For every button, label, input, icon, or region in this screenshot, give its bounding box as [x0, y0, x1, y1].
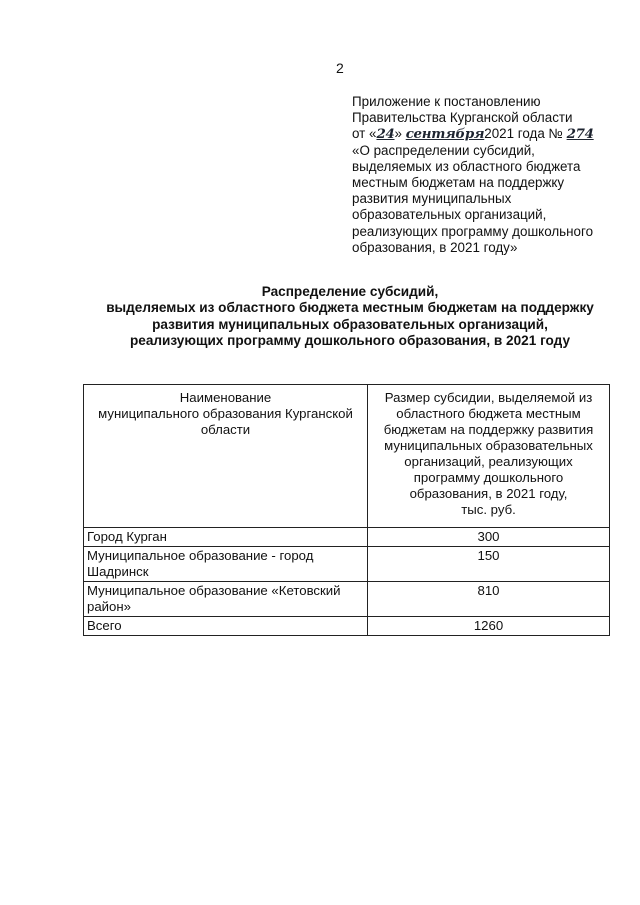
- subsidy-amount-cell: 810: [368, 582, 610, 617]
- header-amount-line: программу дошкольного: [413, 470, 564, 485]
- appendix-line: образования, в 2021 году»: [352, 239, 518, 255]
- date-year-text: 2021 года №: [484, 126, 563, 142]
- handwritten-month: сентября: [405, 126, 485, 143]
- total-amount-cell: 1260: [368, 617, 610, 636]
- municipality-name: Шадринск: [87, 564, 149, 579]
- header-name-line: муниципального образования Курганской: [98, 406, 353, 421]
- municipality-name: район»: [87, 599, 131, 614]
- appendix-line: Правительства Курганской области: [352, 110, 573, 126]
- header-amount-line: Размер субсидии, выделяемой из: [384, 390, 593, 405]
- appendix-line: «О распределении субсидий,: [352, 142, 535, 158]
- title-line: реализующих программу дошкольного образования, в 2021 году: [129, 333, 571, 349]
- title-line: Распределение субсидий,: [261, 284, 439, 299]
- subsidy-amount-cell: 150: [368, 547, 610, 582]
- appendix-line: развития муниципальных: [352, 191, 512, 207]
- subsidy-amount-cell: 300: [368, 528, 610, 547]
- handwritten-day: 24: [376, 126, 395, 143]
- municipality-name-cell: [84, 528, 368, 547]
- handwritten-doc-number: 274: [566, 126, 594, 143]
- total-label-cell: [84, 617, 368, 636]
- appendix-line: реализующих программу дошкольного: [352, 223, 594, 239]
- header-amount-line: образования, в 2021 году,: [409, 486, 568, 501]
- header-name-cell: [84, 385, 368, 528]
- title-line: развития муниципальных образовательных организаций,: [152, 316, 548, 332]
- appendix-line: Приложение к постановлению: [352, 94, 541, 109]
- page-number: 2: [336, 60, 344, 76]
- header-name-line: Наименование: [179, 390, 272, 405]
- table-header-row: [84, 385, 610, 528]
- header-amount-cell: [368, 385, 610, 528]
- appendix-date-line: [352, 126, 624, 142]
- municipality-name: Муниципальное образование «Кетовский: [87, 583, 341, 598]
- table-total-row: [84, 617, 610, 636]
- table-row: [84, 528, 610, 547]
- header-amount-line: тыс. руб.: [461, 502, 516, 517]
- document-title: [70, 284, 630, 350]
- header-amount-line: муниципальных образовательных: [384, 438, 593, 453]
- header-name-line: области: [200, 422, 251, 437]
- header-amount-line: организаций, реализующих: [404, 454, 573, 469]
- appendix-line: образовательных организаций,: [352, 207, 547, 223]
- header-amount-line: областного бюджета местным: [396, 406, 581, 421]
- subsidy-table: [83, 384, 610, 636]
- municipality-name: Город Курган: [87, 529, 167, 544]
- date-separator: »: [394, 126, 402, 142]
- municipality-name-cell: [84, 582, 368, 617]
- appendix-line: выделяемых из областного бюджета: [352, 158, 581, 174]
- table-row: [84, 547, 610, 582]
- date-prefix: от «: [352, 126, 377, 142]
- header-amount-line: бюджетам на поддержку развития: [383, 422, 594, 437]
- title-line: выделяемых из областного бюджета местным бюджетам на поддержку: [106, 300, 594, 316]
- municipality-name: Муниципальное образование - город: [87, 548, 314, 563]
- table-row: [84, 582, 610, 617]
- municipality-name-cell: [84, 547, 368, 582]
- total-label: Всего: [87, 618, 122, 633]
- appendix-block: [352, 94, 624, 256]
- appendix-line: местным бюджетам на поддержку: [352, 175, 565, 191]
